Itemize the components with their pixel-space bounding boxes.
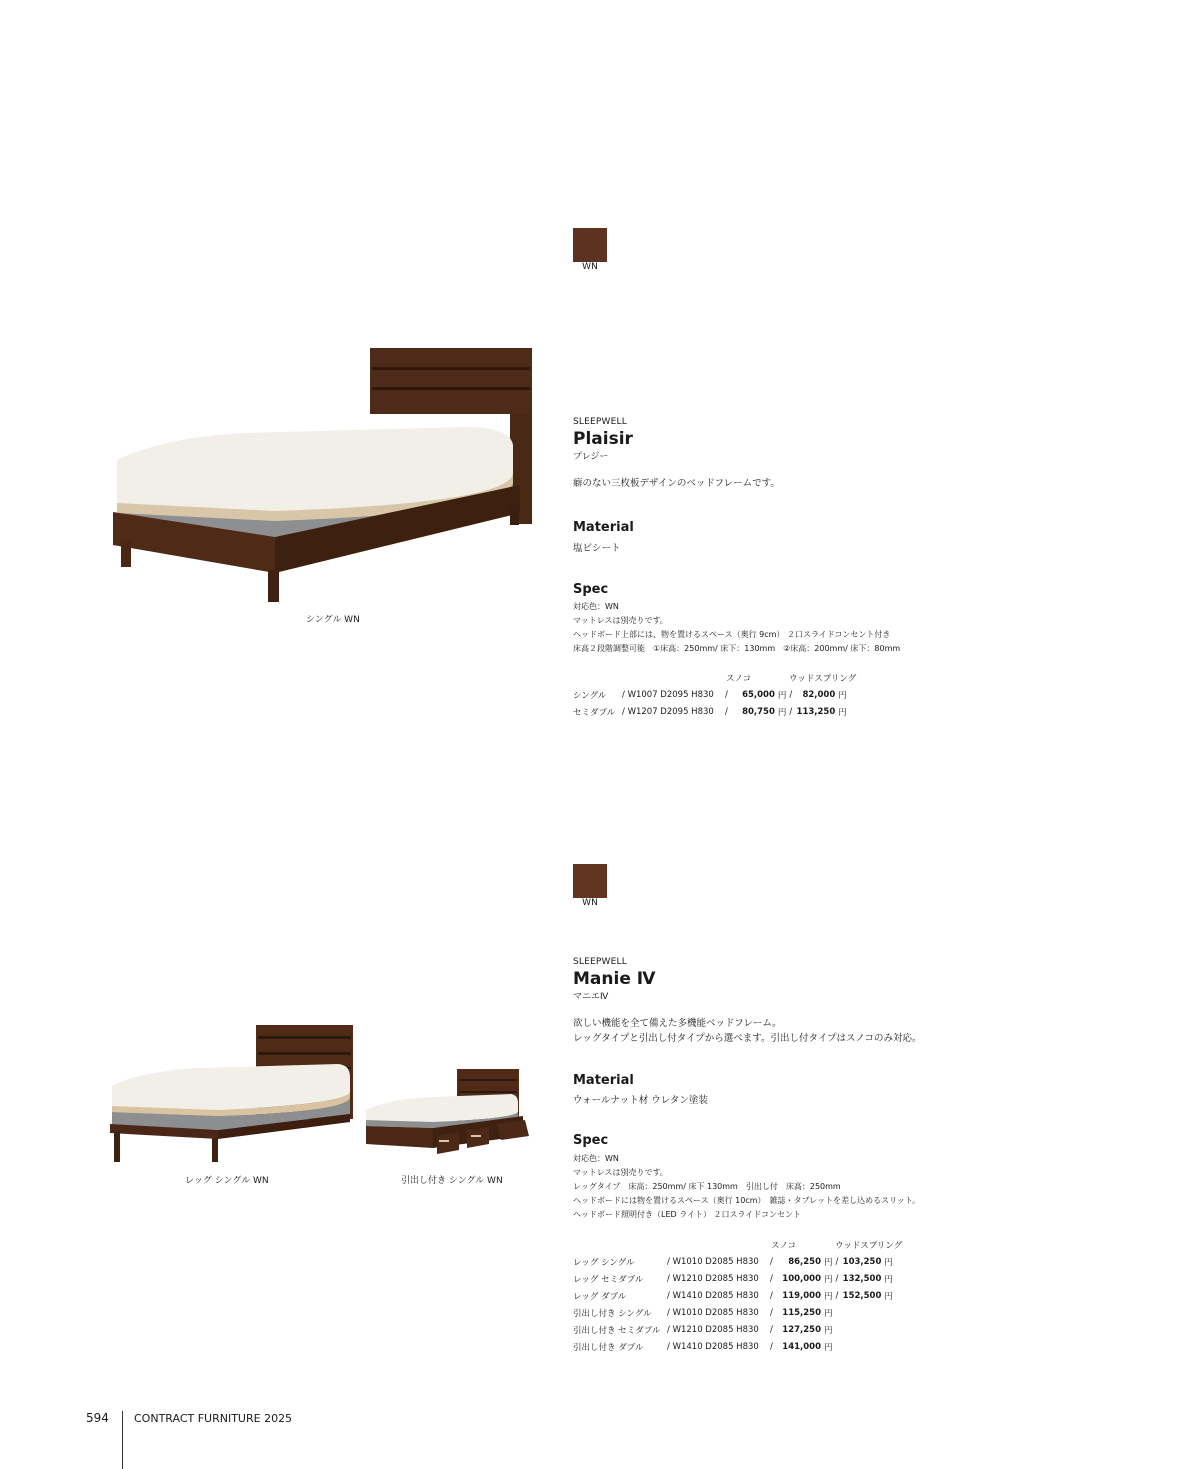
price-sunoko: 119,000 xyxy=(782,1290,821,1301)
size-label: シングル xyxy=(573,690,607,701)
catalog-title: CONTRACT FURNITURE 2025 xyxy=(134,1412,293,1425)
spec-line: レッグタイプ 床高：250mm/ 床下 130mm 引出し付 床高：250mm xyxy=(573,1182,841,1191)
price-wood-spring: 132,500 xyxy=(842,1273,882,1284)
separator: / xyxy=(835,1256,839,1267)
price-row xyxy=(573,1253,896,1270)
yen: 円 xyxy=(838,707,847,718)
price-wood-spring xyxy=(841,1338,884,1355)
price-wood-spring xyxy=(841,1304,884,1321)
size-label: 引出し付き セミダブル xyxy=(573,1325,661,1336)
dimensions: / W1410 D2085 H830 xyxy=(667,1290,759,1301)
spec-list xyxy=(573,600,900,656)
price-row xyxy=(573,686,850,703)
yen: 円 xyxy=(777,707,787,718)
separator: / xyxy=(770,1256,773,1267)
swatch-label: WN xyxy=(582,898,598,908)
price-sunoko: 115,250 xyxy=(782,1307,821,1318)
separator: / xyxy=(770,1341,773,1352)
price-row xyxy=(573,1321,896,1338)
price-row xyxy=(573,1270,896,1287)
price-wood-spring: 113,250 xyxy=(796,706,836,717)
price-row xyxy=(573,1338,896,1355)
price-wood-spring: 152,500 xyxy=(842,1290,882,1301)
spec-line: 床高２段階調整可能 ①床高：250mm/ 床下：130mm ②床高：200mm/ 床下：80mm xyxy=(573,644,901,653)
price-header-wood-spring: ウッドスプリング xyxy=(789,674,857,684)
size-label: レッグ セミダブル xyxy=(573,1274,644,1285)
separator: / xyxy=(770,1307,773,1318)
yen: 円 xyxy=(824,1342,833,1353)
yen: 円 xyxy=(884,1274,893,1285)
price-header-wood-spring: ウッドスプリング xyxy=(835,1241,903,1251)
product-kana: プレジー xyxy=(573,452,609,462)
price-wood-spring: 103,250 xyxy=(842,1256,882,1267)
spec-heading: Spec xyxy=(573,582,609,597)
spec-heading: Spec xyxy=(573,1133,609,1148)
separator: / xyxy=(835,1273,839,1284)
dimensions: / W1010 D2085 H830 xyxy=(667,1307,759,1318)
dimensions: / W1207 D2095 H830 xyxy=(622,706,714,717)
spec-line: ヘッドボードには物を置けるスペース（奥行 10cm） 雑誌・タブレットを差し込めるスリット。 xyxy=(573,1196,921,1205)
brand-name: SLEEPWELL xyxy=(573,957,627,967)
product-title: Plaisir xyxy=(573,429,633,449)
price-wood-spring xyxy=(841,1321,884,1338)
dimensions: / W1410 D2085 H830 xyxy=(667,1341,759,1352)
price-sunoko: 86,250 xyxy=(788,1256,821,1267)
size-label: 引出し付き ダブル xyxy=(573,1342,644,1353)
separator: / xyxy=(770,1273,773,1284)
yen: 円 xyxy=(824,1291,833,1302)
price-header-sunoko: スノコ xyxy=(771,1241,797,1251)
dimensions: / W1210 D2085 H830 xyxy=(667,1273,759,1284)
dimensions: / W1007 D2095 H830 xyxy=(622,689,714,700)
separator: / xyxy=(789,706,793,717)
separator: / xyxy=(789,689,793,700)
material-text: 塩ビシート xyxy=(573,543,621,554)
yen: 円 xyxy=(824,1325,833,1336)
price-sunoko: 65,000 xyxy=(742,689,775,700)
price-row xyxy=(573,1304,896,1321)
description-line: レッグタイプと引出し付タイプから選べます。引出し付タイプはスノコのみ対応。 xyxy=(573,1033,922,1044)
yen: 円 xyxy=(824,1257,833,1268)
image-caption: シングル WN xyxy=(306,615,360,625)
product-description: 癖のない三枚板デザインのベッドフレームです。 xyxy=(573,478,780,489)
size-label: セミダブル xyxy=(573,707,616,718)
bed-image-leg-single xyxy=(108,1022,358,1164)
price-row xyxy=(573,1287,896,1304)
spec-list xyxy=(573,1152,920,1222)
material-text: ウォールナット材 ウレタン塗装 xyxy=(573,1095,708,1106)
brand-name: SLEEPWELL xyxy=(573,417,627,427)
price-header-sunoko: スノコ xyxy=(726,674,752,684)
separator: / xyxy=(835,1290,839,1301)
yen xyxy=(884,1304,896,1321)
spec-line: マットレスは別売りです。 xyxy=(573,616,668,625)
spec-line: ヘッドボード上部には、物を置けるスペース（奥行 9cm） ２口スライドコンセント付き xyxy=(573,630,891,639)
price-sunoko: 141,000 xyxy=(782,1341,821,1352)
yen: 円 xyxy=(777,690,787,701)
color-swatch-wn xyxy=(573,228,607,262)
separator: / xyxy=(725,706,728,717)
yen: 円 xyxy=(884,1257,893,1268)
footer-divider xyxy=(122,1411,123,1469)
separator: / xyxy=(725,689,728,700)
price-sunoko: 100,000 xyxy=(782,1273,821,1284)
yen: 円 xyxy=(884,1291,893,1302)
material-heading: Material xyxy=(573,520,634,535)
spec-line: ヘッドボード照明付き（LED ライト） ２口スライドコンセント xyxy=(573,1210,801,1219)
size-label: レッグ シングル xyxy=(573,1257,635,1268)
yen: 円 xyxy=(824,1274,833,1285)
product-title: Manie Ⅳ xyxy=(573,969,656,989)
yen: 円 xyxy=(838,690,847,701)
page-number: 594 xyxy=(86,1411,109,1425)
separator: / xyxy=(770,1324,773,1335)
price-wood-spring: 82,000 xyxy=(802,689,836,700)
image-caption: レッグ シングル WN xyxy=(185,1176,269,1186)
material-heading: Material xyxy=(573,1073,634,1088)
color-swatch-wn xyxy=(573,864,607,898)
spec-line: 対応色：WN xyxy=(573,1154,619,1163)
price-table xyxy=(573,686,850,720)
dimensions: / W1210 D2085 H830 xyxy=(667,1324,759,1335)
swatch-label: WN xyxy=(582,262,598,272)
price-sunoko: 80,750 xyxy=(742,706,775,717)
price-row xyxy=(573,703,850,720)
image-caption: 引出し付き シングル WN xyxy=(401,1176,503,1186)
size-label: レッグ ダブル xyxy=(573,1291,627,1302)
bed-image-plaisir xyxy=(105,345,535,607)
product-kana: マニエⅣ xyxy=(573,992,609,1002)
spec-line: 対応色：WN xyxy=(573,602,619,611)
price-table xyxy=(573,1253,896,1355)
price-sunoko: 127,250 xyxy=(782,1324,821,1335)
description-line: 欲しい機能を全て備えた多機能ベッドフレーム。 xyxy=(573,1018,782,1029)
dimensions: / W1010 D2085 H830 xyxy=(667,1256,759,1267)
size-label: 引出し付き シングル xyxy=(573,1308,652,1319)
yen xyxy=(884,1338,896,1355)
separator: / xyxy=(770,1290,773,1301)
product-description xyxy=(573,1016,922,1046)
yen: 円 xyxy=(824,1308,833,1319)
bed-image-drawer-single xyxy=(363,1066,535,1161)
yen xyxy=(884,1321,896,1338)
spec-line: マットレスは別売りです。 xyxy=(573,1168,668,1177)
